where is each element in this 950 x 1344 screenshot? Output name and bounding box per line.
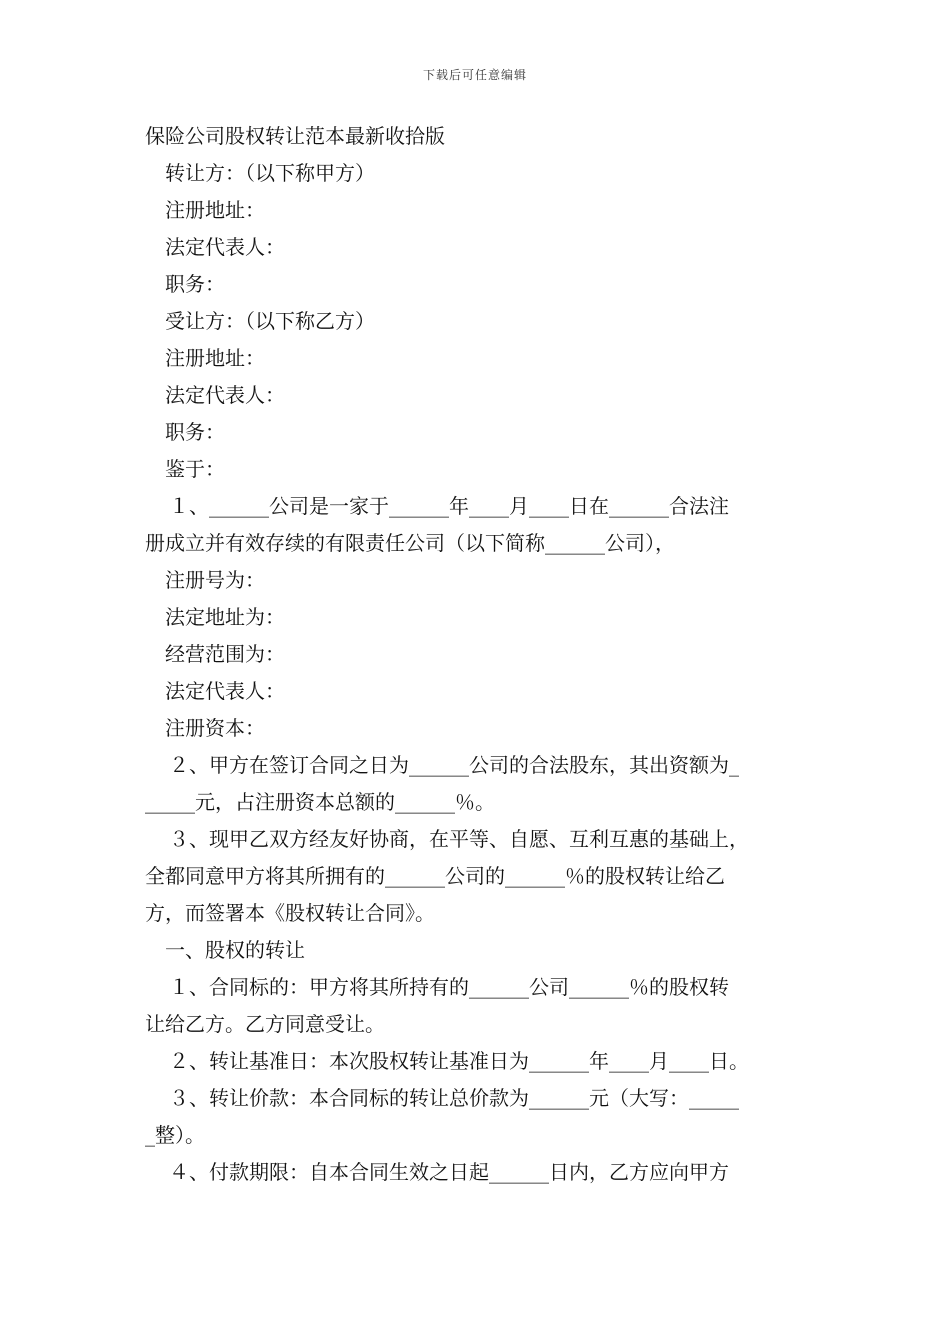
clause-1-line-1: １、______公司是一家于______年____月____日在______合法注	[169, 494, 729, 518]
header-note: 下载后可任意编辑	[422, 68, 527, 82]
section-1-item-1-line-2: 让给乙方。乙方同意受让。	[145, 1012, 385, 1036]
transferee-address: 注册地址：	[165, 346, 265, 370]
section-1-item-4: ４、付款期限：自本合同生效之日起______日内，乙方应向甲方	[169, 1160, 729, 1184]
registration-number: 注册号为：	[165, 568, 265, 592]
section-1-item-3-line-1: ３、转让价款：本合同标的转让总价款为______元（大写：_____	[169, 1086, 739, 1110]
transferor-line: 转让方：（以下称甲方）	[165, 161, 375, 185]
transferor-address: 注册地址：	[165, 198, 265, 222]
document-body	[145, 118, 810, 1191]
registered-capital: 注册资本：	[165, 716, 265, 740]
legal-representative: 法定代表人：	[165, 679, 285, 703]
clause-2-line-2: _____元，占注册资本总额的______％。	[145, 790, 495, 814]
business-scope: 经营范围为：	[165, 642, 285, 666]
transferor-representative: 法定代表人：	[165, 235, 285, 259]
whereas-heading: 鉴于：	[165, 457, 225, 481]
transferee-position: 职务：	[165, 420, 225, 444]
clause-3-line-2: 全都同意甲方将其所拥有的______公司的______％的股权转让给乙	[145, 864, 725, 888]
clause-3-line-1: ３、现甲乙双方经友好协商，在平等、自愿、互利互惠的基础上，	[169, 827, 749, 851]
transferee-representative: 法定代表人：	[165, 383, 285, 407]
section-1-heading: 一、股权的转让	[165, 938, 305, 962]
section-1-item-2: ２、转让基准日：本次股权转让基准日为______年____月____日。	[169, 1049, 749, 1073]
clause-3-line-3: 方，而签署本《股权转让合同》。	[145, 901, 435, 925]
section-1-item-1-line-1: １、合同标的：甲方将其所持有的______公司______％的股权转	[169, 975, 729, 999]
section-1-item-3-line-2: _整）。	[145, 1123, 205, 1147]
clause-2-line-1: ２、甲方在签订合同之日为______公司的合法股东，其出资额为_	[169, 753, 739, 777]
document-title: 保险公司股权转让范本最新收拾版	[145, 124, 445, 148]
clause-1-line-2: 册成立并有效存续的有限责任公司（以下简称______公司），	[145, 531, 675, 555]
transferor-position: 职务：	[165, 272, 225, 296]
transferee-line: 受让方：（以下称乙方）	[165, 309, 375, 333]
legal-address: 法定地址为：	[165, 605, 285, 629]
